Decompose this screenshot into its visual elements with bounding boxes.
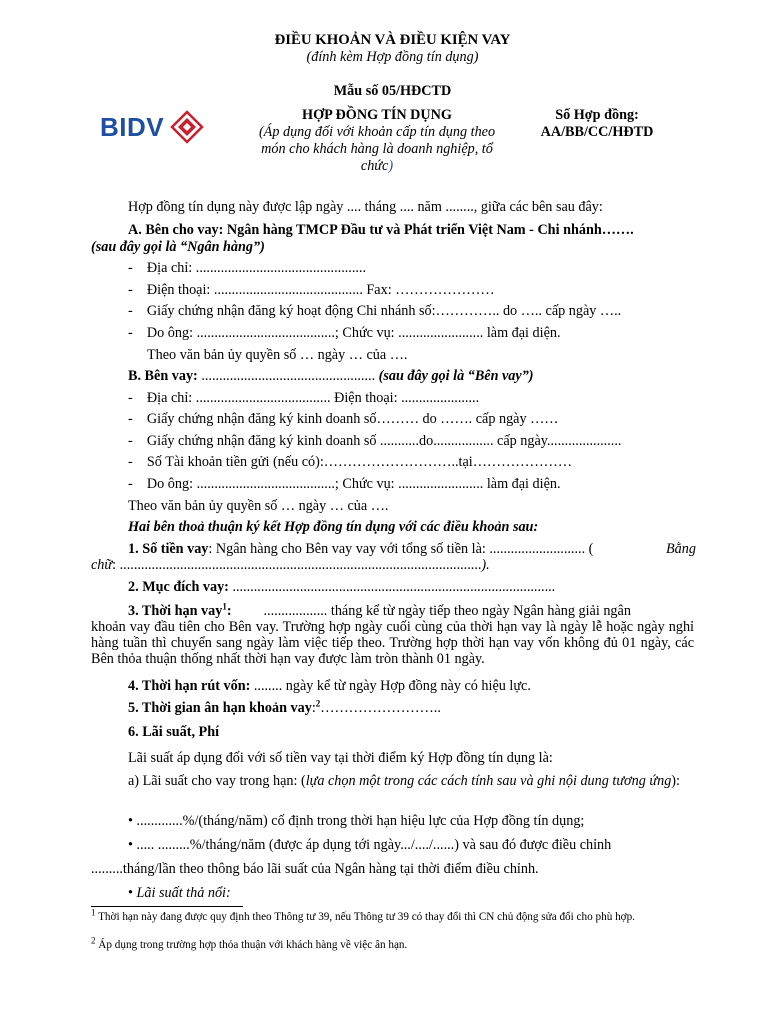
footnote-separator [91, 906, 243, 907]
rate-option-fixed: • .............%/(tháng/năm) cố định trong thời hạn hiệu lực của Hợp đồng tín dụng; [128, 813, 585, 829]
party-a-authorization: Theo văn bản ủy quyền số … ngày … của …. [147, 347, 408, 363]
footnote-2: $^2$ Áp dụng trong trường hợp thỏa thuận với khách hàng về việc ân hạn. [91, 935, 408, 951]
term-1-loan-amount: 1. Số tiền vay: Ngân hàng cho Bên vay vay với tổng số tiền là: ........................... ( [128, 541, 594, 557]
rate-option-floating: • Lãi suất thả nổi: [128, 885, 231, 901]
document-title: ĐIỀU KHOẢN VÀ ĐIỀU KIỆN VAY [274, 32, 511, 48]
contract-number-label: Số Hợp đồng: [555, 107, 639, 123]
bidv-diamond-icon [170, 110, 204, 144]
contract-description-line-1: (Áp dụng đối với khoản cấp tín dụng theo [258, 124, 496, 140]
bidv-logo [100, 112, 210, 142]
bullet-icon: • [128, 885, 133, 901]
term-4-disbursement-period: 4. Thời hạn rút vốn: ........ ngày kể từ ngày Hợp đồng này có hiệu lực. [128, 678, 531, 694]
term-6a-in-term-rate: a) Lãi suất cho vay trong hạn: (lựa chọn một trong các cách tính sau và ghi nội dung tương ứng): [128, 773, 680, 789]
party-b-address: - Địa chỉ: ...................................... Điện thoại: ...................... [128, 390, 480, 406]
term-6-intro: Lãi suất áp dụng đối với số tiền vay tại thời điểm ký Hợp đồng tín dụng là: [128, 750, 553, 766]
term-2-purpose: 2. Mục đích vay: ........................................................................................... [128, 579, 556, 595]
party-b-business-certificate: - Giấy chứng nhận đăng ký kinh doanh số……… do ……. cấp ngày …… [128, 411, 559, 427]
term-1-in-words-label: Bằng [666, 541, 696, 557]
party-b-representative: - Do ông: .......................................; Chức vụ: ........................ làm đại diện. [128, 476, 561, 492]
bullet-icon: • [128, 837, 133, 853]
intro-paragraph: Hợp đồng tín dụng này được lập ngày .... tháng .... năm ........, giữa các bên sau đây: [128, 199, 603, 215]
footnote-1: $^1$ Thời hạn này đang được quy định theo Thông tư 39, nếu Thông tư 39 có thay đổi thì CN chủ động sửa đổi cho phù hợp. [91, 907, 635, 923]
contract-description-line-3: chức) [360, 158, 394, 174]
party-a-heading: A. Bên cho vay: Ngân hàng TMCP Đầu tư và Phát triển Việt Nam - Chi nhánh……. [128, 222, 634, 238]
party-a-phone: - Điện thoại: .......................................... Fax: ………………… [128, 282, 495, 298]
bullet-icon: • [128, 813, 133, 829]
contract-title: HỢP ĐỒNG TÍN DỤNG [302, 107, 452, 123]
contract-description-line-2: món cho khách hàng là doanh nghiệp, tổ [261, 141, 493, 157]
party-a-certificate: - Giấy chứng nhận đăng ký hoạt động Chi nhánh số:………….. do ….. cấp ngày ….. [128, 303, 622, 319]
party-a-address: - Địa chỉ: ................................................ [128, 260, 367, 276]
party-b-authorization: Theo văn bản ủy quyền số … ngày … của …. [128, 498, 389, 514]
document-subtitle: (đính kèm Hợp đồng tín dụng) [306, 49, 479, 65]
party-b-heading: B. Bên vay: ................................................. (sau đây gọi là “Bên vay”) [128, 368, 534, 384]
agreement-statement: Hai bên thoả thuận ký kết Hợp đồng tín dụng với các điều khoản sau: [128, 519, 539, 535]
term-1-loan-amount-cont: chữ: ......................................................................................................). [91, 557, 490, 573]
rate-option-adjustable: • ..... .........%/tháng/năm (được áp dụng tới ngày.../..../......) và sau đó được điều chỉnh [128, 837, 612, 853]
term-6-heading: 6. Lãi suất, Phí [128, 724, 220, 740]
party-a-alias: (sau đây gọi là “Ngân hàng”) [91, 239, 265, 255]
term-3-loan-term: 3. Thời hạn vay$^1$: .................. tháng kể từ ngày tiếp theo ngày Ngân hàng giải ngân [128, 601, 631, 619]
party-b-bank-account: - Số Tài khoản tiền gửi (nếu có):………………………..tại………………… [128, 454, 573, 470]
rate-option-adjustable-cont: .........tháng/lần theo thông báo lãi suất của Ngân hàng tại thời điểm điều chỉnh. [91, 861, 539, 877]
contract-number-value: AA/BB/CC/HĐTD [540, 124, 654, 140]
term-3-loan-term-detail: khoản vay đầu tiên cho Bên vay. Trường hợp ngày cuối cùng của thời hạn vay là ngày lễ hoặc ngày nghỉ hàng tuần thì chuyển sang ngày làm việc tiếp theo. Trường hợp thời hạn vay vốn không đủ 01 ngày, các Bên thỏa thuận thống nhất thời hạn vay được làm tròn thành 01 ngày. [91, 619, 694, 667]
logo-text: BIDV [100, 112, 165, 142]
form-number: Mẫu số 05/HĐCTD [333, 83, 452, 99]
term-5-grace-period: 5. Thời gian ân hạn khoản vay:$^2$…………………….. [128, 698, 441, 716]
party-b-business-certificate-2: - Giấy chứng nhận đăng ký kinh doanh số ...........do................. cấp ngày..................... [128, 433, 622, 449]
party-a-representative: - Do ông: .......................................; Chức vụ: ........................ làm đại diện. [128, 325, 561, 341]
